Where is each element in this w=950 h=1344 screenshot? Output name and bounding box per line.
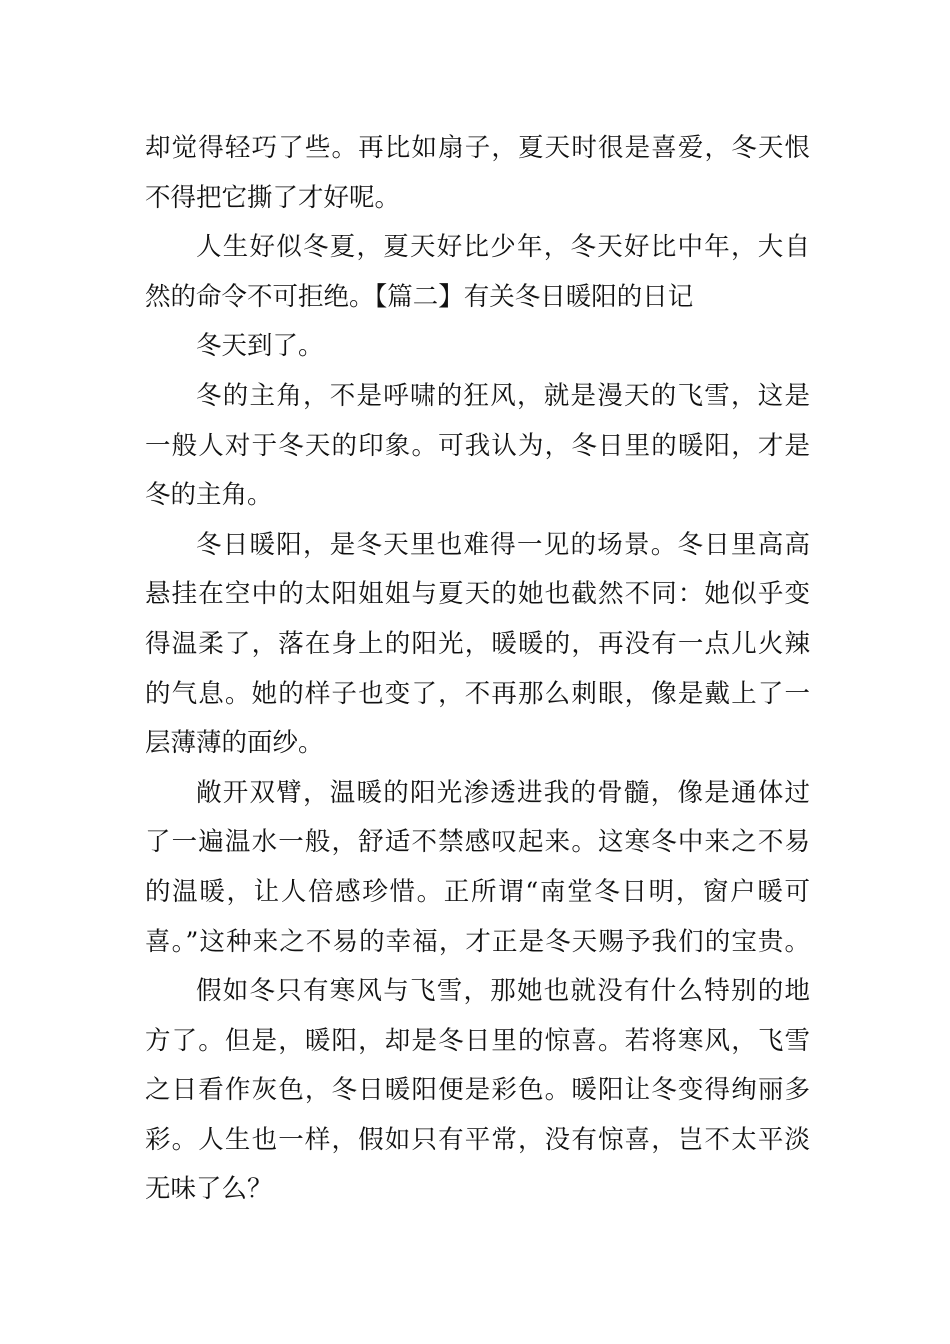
text-line: 无味了么？ xyxy=(145,1174,273,1205)
text-line: 敞开双臂，温暖的阳光渗透进我的骨髓，像是通体过 xyxy=(196,777,810,808)
text-line: 了一遍温水一般，舒适不禁感叹起来。这寒冬中来之不易 xyxy=(145,827,810,858)
text-line: 之日看作灰色，冬日暖阳便是彩色。暖阳让冬变得绚丽多 xyxy=(145,1075,810,1106)
text-line: 喜。”这种来之不易的幸福，才正是冬天赐予我们的宝贵。 xyxy=(145,926,810,957)
text-line: 方了。但是，暖阳，却是冬日里的惊喜。若将寒风，飞雪 xyxy=(145,1025,810,1056)
text-line: 的气息。她的样子也变了，不再那么刺眼，像是戴上了一 xyxy=(145,678,810,709)
text-line: 人生好似冬夏，夏天好比少年，冬天好比中年，大自 xyxy=(196,232,810,263)
text-line: 悬挂在空中的太阳姐姐与夏天的她也截然不同：她似乎变 xyxy=(145,579,810,610)
text-line: 假如冬只有寒风与飞雪，那她也就没有什么特别的地 xyxy=(196,976,810,1007)
text-line: 冬的主角，不是呼啸的狂风，就是漫天的飞雪，这是 xyxy=(196,380,810,411)
text-line: 冬的主角。 xyxy=(145,480,273,511)
text-line: 的温暖，让人倍感珍惜。正所谓“南堂冬日明，窗户暖可 xyxy=(145,876,810,907)
text-line: 冬天到了。 xyxy=(196,331,324,362)
text-line: 却觉得轻巧了些。再比如扇子，夏天时很是喜爱，冬天恨 xyxy=(145,133,810,163)
text-line: 一般人对于冬天的印象。可我认为，冬日里的暖阳，才是 xyxy=(145,430,810,461)
text-line: 然的命令不可拒绝。【篇二】有关冬日暖阳的日记 xyxy=(145,281,694,312)
text-line: 冬日暖阳，是冬天里也难得一见的场景。冬日里高高 xyxy=(196,529,810,560)
text-line: 不得把它撕了才好呢。 xyxy=(145,182,401,213)
document-body-text xyxy=(145,124,810,1215)
text-line: 层薄薄的面纱。 xyxy=(145,728,324,759)
text-line: 彩。人生也一样，假如只有平常，没有惊喜，岂不太平淡 xyxy=(145,1124,810,1155)
text-line: 得温柔了，落在身上的阳光，暖暖的，再没有一点儿火辣 xyxy=(145,628,810,659)
